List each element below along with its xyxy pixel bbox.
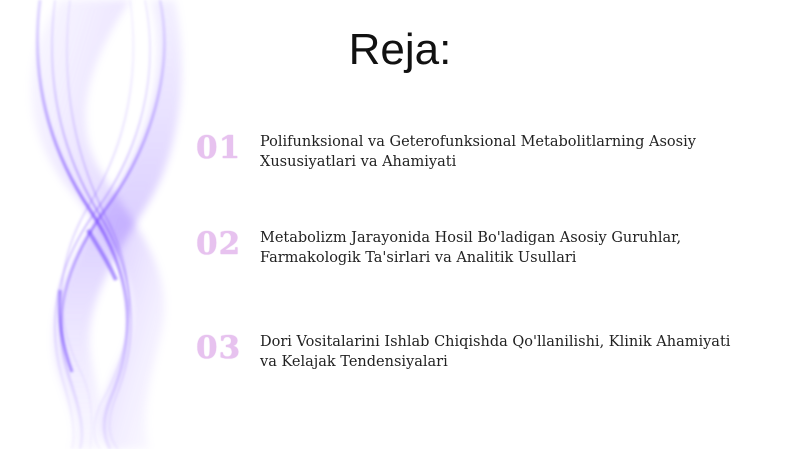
purple-ribbon-decoration: [0, 0, 220, 449]
slide-title: Reja:: [348, 25, 452, 74]
agenda-item-01: [196, 130, 756, 190]
agenda-number: 02: [196, 226, 242, 262]
agenda-number: 01: [196, 130, 242, 166]
agenda-item-02: [196, 226, 756, 286]
agenda-text: Dori Vositalarini Ishlab Chiqishda Qo'llanilishi, Klinik Ahamiyati va Kelajak Tendensiyalari: [260, 334, 731, 370]
agenda-text: Polifunksional va Geterofunksional Metabolitlarning Asosiy Xususiyatlari va Ahamiyati: [260, 134, 696, 170]
agenda-item-03: [196, 330, 756, 390]
agenda-number: 03: [196, 330, 242, 366]
agenda-text: Metabolizm Jarayonida Hosil Bo'ladigan Asosiy Guruhlar, Farmakologik Ta'sirlari va Analitik Usullari: [260, 230, 682, 266]
